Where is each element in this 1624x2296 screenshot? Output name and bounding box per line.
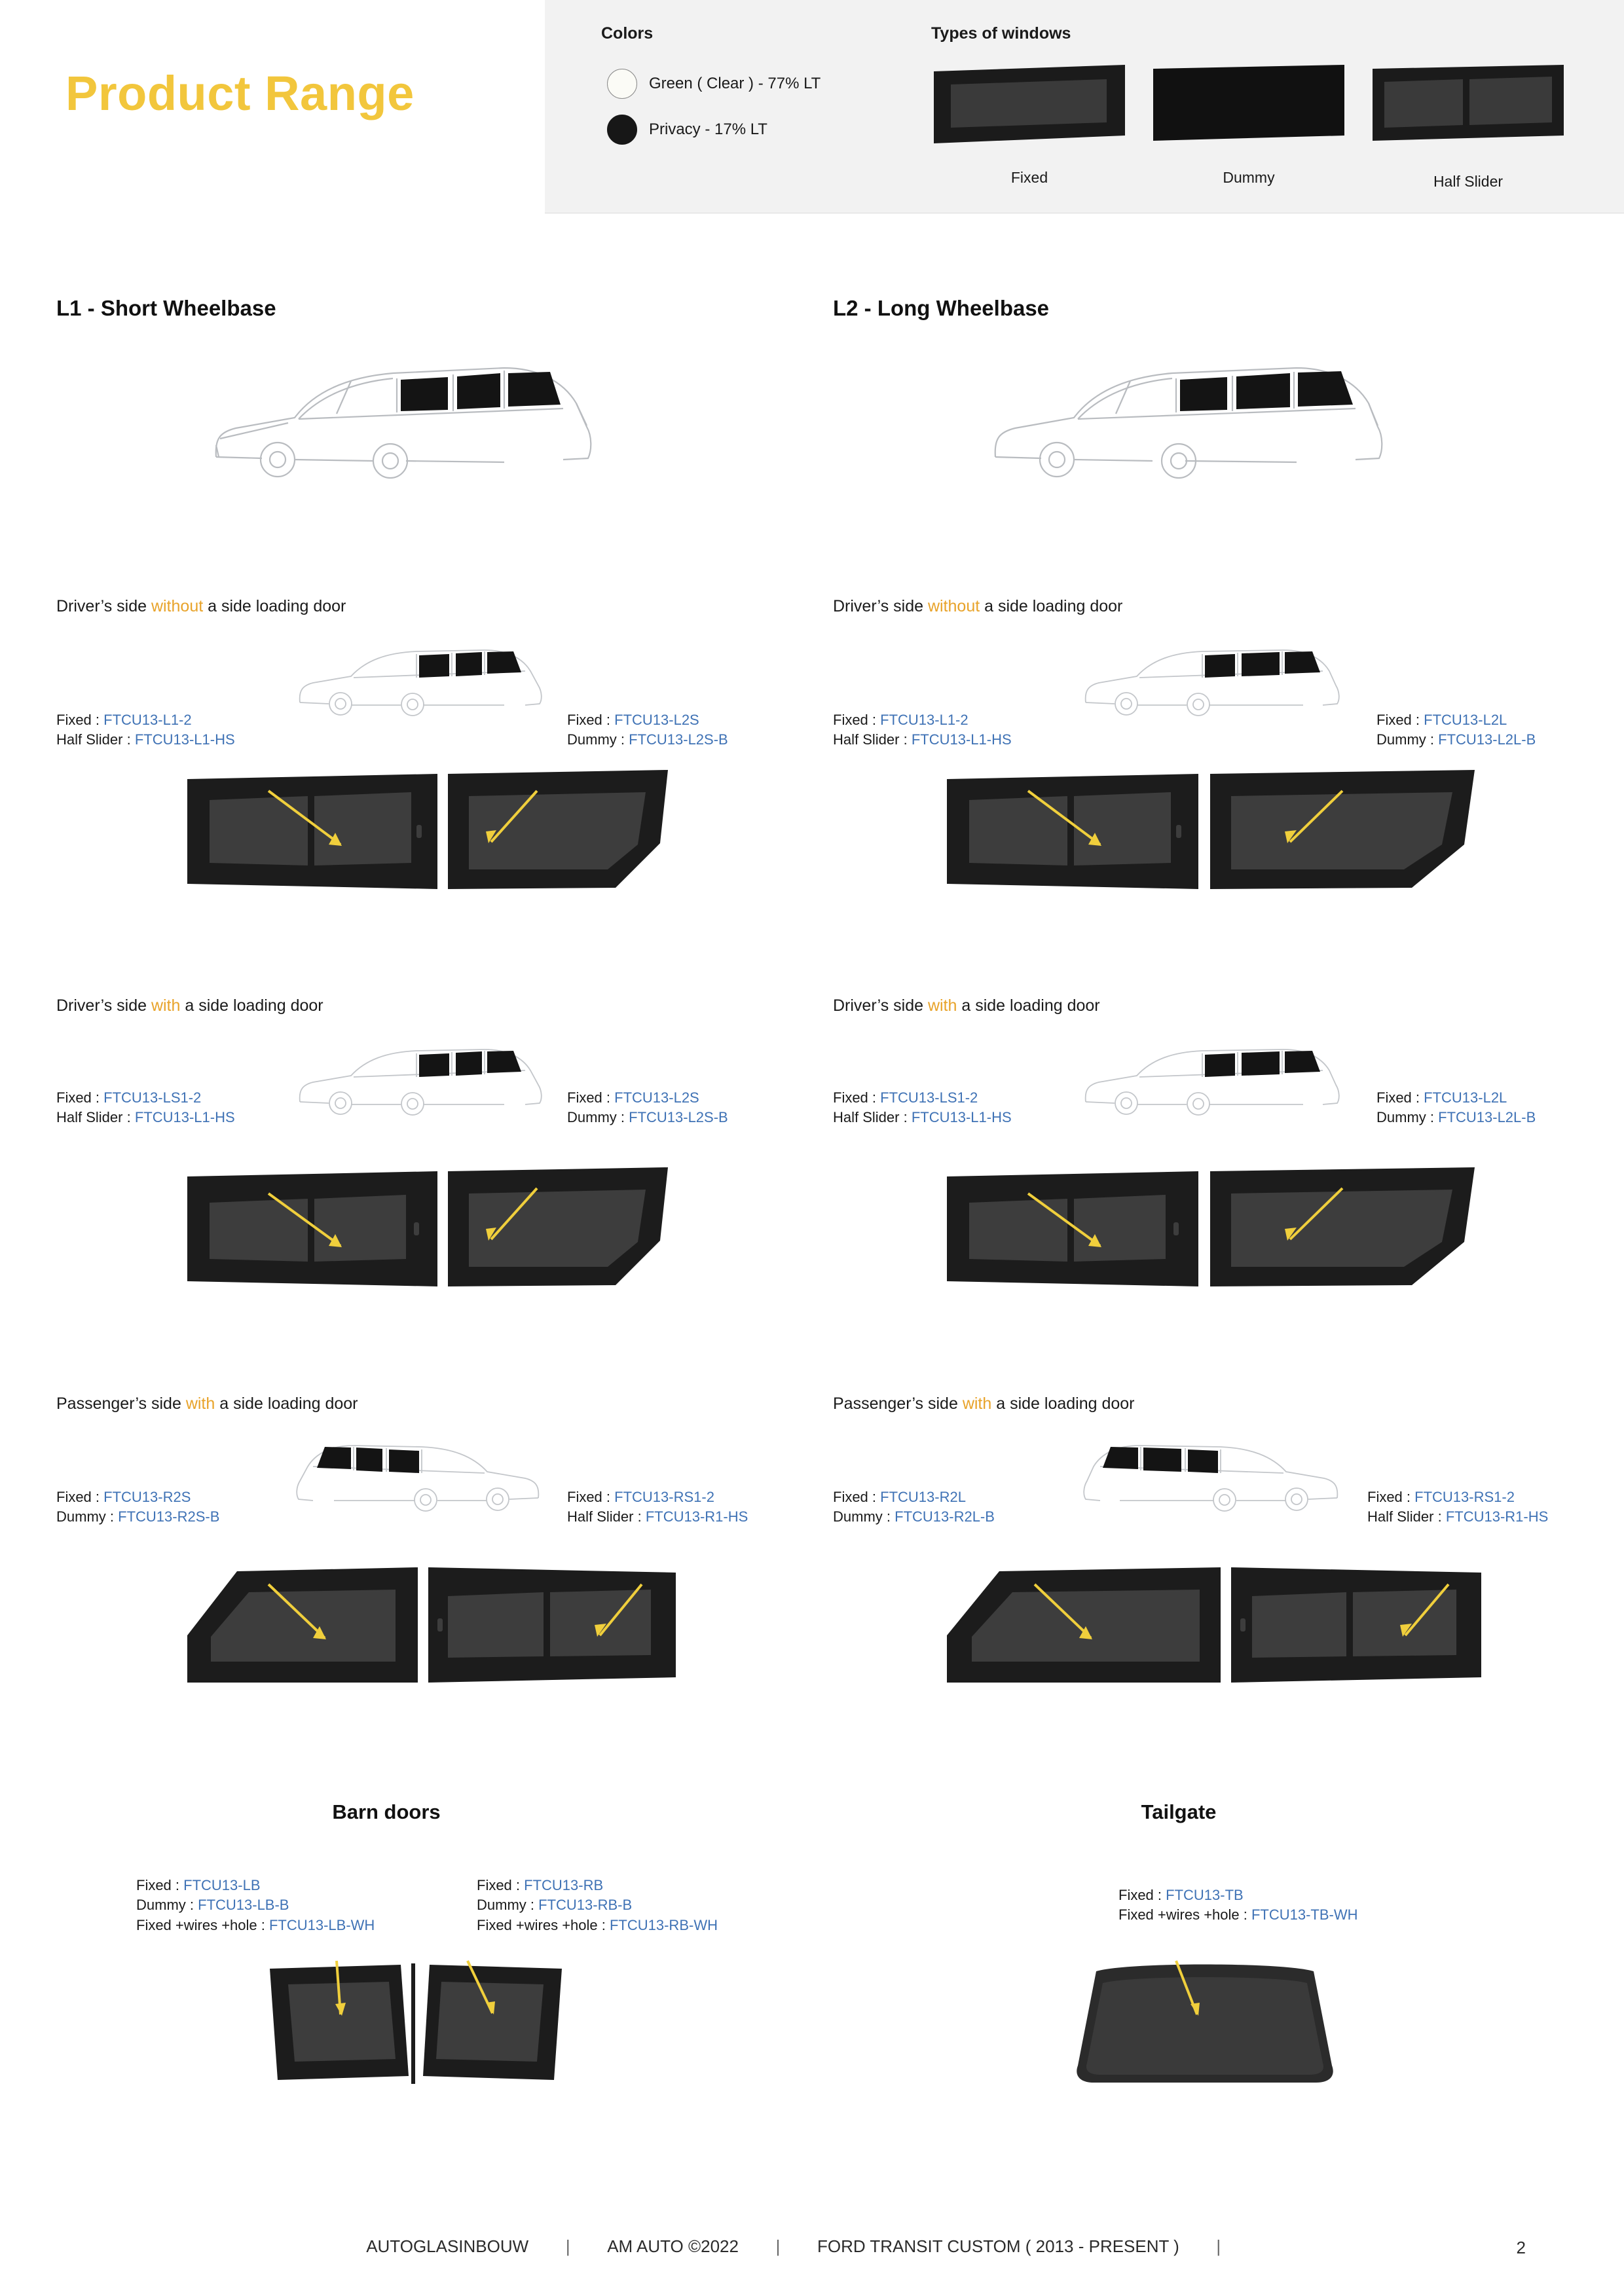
code-block-barn-left bbox=[136, 1876, 375, 1935]
code-value: FTCU13-L1-HS bbox=[911, 731, 1012, 748]
footer-right: FORD TRANSIT CUSTOM ( 2013 - PRESENT ) bbox=[817, 2236, 1179, 2256]
label-post: a side loading door bbox=[203, 597, 346, 615]
code-prefix: Dummy : bbox=[1376, 731, 1439, 748]
footer-separator-2: | bbox=[775, 2236, 781, 2256]
code-block-l1-driver-with-right bbox=[567, 1088, 728, 1128]
barn-doors-heading: Barn doors bbox=[332, 1800, 441, 1823]
code-block-l2-passenger-with-right bbox=[1367, 1487, 1548, 1527]
code-prefix: Fixed : bbox=[833, 712, 881, 728]
code-value: FTCU13-LB-WH bbox=[268, 1916, 375, 1933]
code-value: FTCU13-L2L-B bbox=[1438, 731, 1536, 748]
footer-mid: AM AUTO ©2022 bbox=[607, 2236, 739, 2256]
code-value: FTCU13-L2S bbox=[614, 712, 699, 728]
code-prefix: Dummy : bbox=[136, 1897, 198, 1914]
code-value: FTCU13-R2S-B bbox=[118, 1508, 220, 1525]
label-highlight: with bbox=[151, 996, 181, 1015]
label-pre: Driver’s side bbox=[56, 996, 151, 1015]
code-block-l1-driver-without-left bbox=[56, 710, 235, 750]
code-value: FTCU13-RB bbox=[524, 1877, 604, 1893]
section-label-l1-passenger-with bbox=[56, 1394, 358, 1413]
footer bbox=[0, 2236, 1624, 2257]
window-group-l2-driver-with bbox=[943, 1162, 1486, 1306]
code-prefix: Fixed : bbox=[833, 1089, 881, 1106]
code-value: FTCU13-R2S bbox=[103, 1489, 191, 1505]
code-value: FTCU13-LB bbox=[183, 1877, 261, 1893]
van-thumb-l1-driver-without bbox=[288, 645, 550, 723]
code-prefix: Dummy : bbox=[567, 1109, 629, 1126]
code-value: FTCU13-R1-HS bbox=[1445, 1508, 1549, 1525]
window-group-l2-passenger-with bbox=[943, 1558, 1486, 1702]
code-value: FTCU13-L1-2 bbox=[880, 712, 969, 728]
code-prefix: Half Slider : bbox=[833, 1109, 912, 1126]
tailgate-heading: Tailgate bbox=[1141, 1800, 1217, 1823]
code-value: FTCU13-L1-HS bbox=[134, 1109, 235, 1126]
van-thumb-l2-passenger-with bbox=[1074, 1440, 1349, 1519]
van-thumb-l1-driver-with bbox=[288, 1044, 550, 1123]
code-prefix: Fixed : bbox=[56, 712, 104, 728]
section-label-l1-driver-with bbox=[56, 996, 323, 1015]
legend-color-clear-label: Green ( Clear ) - 77% LT bbox=[649, 75, 821, 92]
column-title-l1: L1 - Short Wheelbase bbox=[56, 296, 276, 320]
window-types-title: Types of windows bbox=[931, 24, 1071, 43]
section-label-l1-driver-without bbox=[56, 597, 346, 616]
window-sample-dummy-caption: Dummy bbox=[1223, 169, 1275, 186]
code-block-l1-driver-without-right bbox=[567, 710, 728, 750]
code-value: FTCU13-R2L-B bbox=[895, 1508, 995, 1525]
code-prefix: Fixed : bbox=[56, 1089, 104, 1106]
column-title-l2: L2 - Long Wheelbase bbox=[833, 296, 1050, 320]
code-value: FTCU13-L1-HS bbox=[911, 1109, 1012, 1126]
code-block-l2-passenger-with-left bbox=[833, 1487, 995, 1527]
code-prefix: Dummy : bbox=[56, 1508, 119, 1525]
code-prefix: Fixed : bbox=[1118, 1887, 1166, 1903]
code-value: FTCU13-L2L-B bbox=[1438, 1109, 1536, 1126]
label-pre: Driver’s side bbox=[56, 597, 151, 615]
code-block-l1-driver-with-left bbox=[56, 1088, 235, 1128]
section-label-l2-driver-without bbox=[833, 597, 1122, 616]
code-value: FTCU13-L2S-B bbox=[629, 1109, 728, 1126]
label-post: a side loading door bbox=[215, 1394, 358, 1413]
code-value: FTCU13-L1-HS bbox=[134, 731, 235, 748]
code-value: FTCU13-LS1-2 bbox=[103, 1089, 202, 1106]
code-block-l2-driver-with-left bbox=[833, 1088, 1012, 1128]
colors-title: Colors bbox=[601, 24, 654, 43]
legend-color-clear bbox=[607, 69, 821, 99]
code-prefix: Half Slider : bbox=[1367, 1508, 1446, 1525]
section-label-l2-driver-with bbox=[833, 996, 1100, 1015]
van-illustration-l1 bbox=[196, 340, 602, 511]
label-pre: Passenger’s side bbox=[56, 1394, 186, 1413]
code-value: FTCU13-RB-B bbox=[538, 1897, 633, 1914]
code-prefix: Fixed : bbox=[477, 1877, 525, 1893]
window-sample-fixed-caption: Fixed bbox=[1010, 169, 1048, 186]
code-prefix: Dummy : bbox=[567, 731, 629, 748]
code-block-l1-passenger-with-right bbox=[567, 1487, 748, 1527]
code-block-barn-right bbox=[477, 1876, 718, 1935]
window-group-l2-driver-without bbox=[943, 765, 1486, 909]
code-prefix: Fixed +wires +hole : bbox=[1118, 1906, 1251, 1923]
code-prefix: Fixed : bbox=[136, 1877, 184, 1893]
code-value: FTCU13-TB-WH bbox=[1251, 1906, 1358, 1923]
label-pre: Passenger’s side bbox=[833, 1394, 963, 1413]
code-prefix: Half Slider : bbox=[56, 1109, 135, 1126]
label-post: a side loading door bbox=[991, 1394, 1135, 1413]
code-prefix: Fixed : bbox=[1376, 1089, 1424, 1106]
label-post: a side loading door bbox=[957, 996, 1100, 1015]
code-prefix: Fixed : bbox=[56, 1489, 104, 1505]
code-prefix: Dummy : bbox=[1376, 1109, 1439, 1126]
code-prefix: Fixed : bbox=[567, 712, 615, 728]
van-thumb-l1-passenger-with bbox=[288, 1440, 550, 1519]
circle-swatch-privacy-icon bbox=[607, 115, 637, 145]
code-value: FTCU13-L2L bbox=[1424, 1089, 1507, 1106]
code-prefix: Fixed : bbox=[567, 1489, 615, 1505]
window-group-l1-passenger-with bbox=[183, 1558, 681, 1702]
window-sample-half-slider-icon bbox=[1370, 62, 1566, 147]
section-label-l2-passenger-with bbox=[833, 1394, 1135, 1413]
footer-separator-3: | bbox=[1216, 2236, 1221, 2256]
code-prefix: Half Slider : bbox=[56, 731, 135, 748]
code-prefix: Fixed : bbox=[833, 1489, 881, 1505]
code-value: FTCU13-LB-B bbox=[198, 1897, 289, 1914]
code-value: FTCU13-R2L bbox=[880, 1489, 966, 1505]
label-highlight: with bbox=[927, 996, 957, 1015]
window-sample-fixed-icon bbox=[931, 62, 1128, 147]
code-prefix: Fixed : bbox=[1376, 712, 1424, 728]
label-post: a side loading door bbox=[980, 597, 1123, 615]
van-thumb-l2-driver-without bbox=[1074, 645, 1349, 723]
code-block-l2-driver-with-right bbox=[1376, 1088, 1536, 1128]
circle-swatch-clear-icon bbox=[607, 69, 637, 99]
legend-color-privacy bbox=[607, 115, 767, 145]
code-value: FTCU13-RS1-2 bbox=[1414, 1489, 1515, 1505]
legend-panel bbox=[545, 0, 1624, 213]
page-title: Product Range bbox=[65, 66, 415, 120]
code-block-l2-driver-without-left bbox=[833, 710, 1012, 750]
window-sample-half-slider-caption: Half Slider bbox=[1433, 173, 1504, 190]
code-value: FTCU13-RB-WH bbox=[609, 1916, 718, 1933]
label-highlight: with bbox=[185, 1394, 215, 1413]
code-prefix: Half Slider : bbox=[833, 731, 912, 748]
footer-left: AUTOGLASINBOUW bbox=[366, 2236, 529, 2256]
footer-separator-1: | bbox=[565, 2236, 570, 2256]
code-block-l2-driver-without-right bbox=[1376, 710, 1536, 750]
window-group-l1-driver-without bbox=[183, 765, 681, 909]
code-value: FTCU13-L2S-B bbox=[629, 731, 728, 748]
code-prefix: Fixed +wires +hole : bbox=[136, 1916, 269, 1933]
code-prefix: Fixed +wires +hole : bbox=[477, 1916, 610, 1933]
code-value: FTCU13-L2S bbox=[614, 1089, 699, 1106]
code-prefix: Fixed : bbox=[1367, 1489, 1415, 1505]
page-number: 2 bbox=[1516, 2238, 1526, 2257]
code-block-l1-passenger-with-left bbox=[56, 1487, 219, 1527]
label-highlight: without bbox=[927, 597, 980, 615]
code-value: FTCU13-RS1-2 bbox=[614, 1489, 714, 1505]
code-value: FTCU13-L2L bbox=[1424, 712, 1507, 728]
code-value: FTCU13-L1-2 bbox=[103, 712, 192, 728]
code-prefix: Half Slider : bbox=[567, 1508, 646, 1525]
label-highlight: without bbox=[151, 597, 204, 615]
window-group-tailgate bbox=[1035, 1954, 1375, 2111]
code-value: FTCU13-TB bbox=[1166, 1887, 1244, 1903]
window-group-barn-doors bbox=[249, 1954, 589, 2111]
code-value: FTCU13-LS1-2 bbox=[880, 1089, 978, 1106]
van-illustration-l2 bbox=[976, 340, 1395, 511]
code-prefix: Dummy : bbox=[833, 1508, 895, 1525]
code-prefix: Fixed : bbox=[567, 1089, 615, 1106]
code-block-tailgate bbox=[1118, 1886, 1358, 1925]
window-group-l1-driver-with bbox=[183, 1162, 681, 1306]
label-post: a side loading door bbox=[180, 996, 323, 1015]
code-prefix: Dummy : bbox=[477, 1897, 539, 1914]
label-pre: Driver’s side bbox=[833, 996, 928, 1015]
legend-color-privacy-label: Privacy - 17% LT bbox=[649, 120, 767, 138]
label-pre: Driver’s side bbox=[833, 597, 928, 615]
code-value: FTCU13-R1-HS bbox=[645, 1508, 748, 1525]
van-thumb-l2-driver-with bbox=[1074, 1044, 1349, 1123]
window-sample-dummy-icon bbox=[1151, 62, 1347, 147]
label-highlight: with bbox=[962, 1394, 992, 1413]
